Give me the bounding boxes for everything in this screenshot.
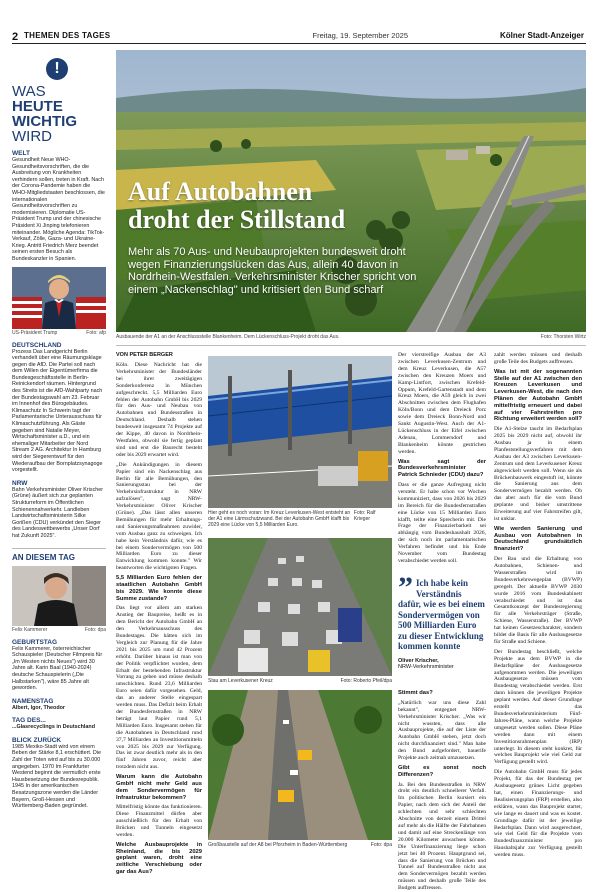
question: 5,5 Milliarden Euro fehlen der staatlichen Autobahn GmbH bis 2029. Wie konnte diese Summe zustande?: [116, 575, 202, 602]
photo-caption: [208, 842, 392, 848]
quote-role: NRW-Verkehrsminister: [398, 663, 454, 670]
main-headline: [128, 178, 345, 234]
photo-credit: Foto: dpa: [84, 626, 106, 633]
geburtstag-heading: GEBURTSTAG: [12, 638, 58, 646]
photo-construction-site: [208, 690, 392, 840]
blick-zurueck-text: 1985 Mexiko-Stadt wird von einem Beben der Stärke 8,1 erschüttert. Die Zahl der Toten wird auf bis zu 30.000 angegeben. 1970 Im Frankfurter Westend beginnt die vermutlich erste Hausbesetzung der Bundesrepublik. 1945 In der amerikanischen Besatzungszone werden die Länder Bayern, Groß-Hessen und Württemberg-Baden gegründet.: [12, 743, 101, 810]
trump-photo: [12, 267, 106, 329]
lead-text: Mehr als 70 Aus- und Neubauprojekten bundesweit droht wegen Finanzierungslücken das Aus, allein 40 davon in Nordrhein-Westfalen. Verkehrsminister Krischer spricht von einem „Nackenschlag" und kritisiert den Bund scharf: [128, 246, 417, 296]
photo-caption: [208, 678, 392, 684]
paragraph: Der Bau und die Erhaltung von Autobahnen, Schienen- und Wasserstraßen wird im Bundesverkehrswegeplan (BVWP) geregelt. Der aktuelle BVWP 2030 wurde 2016 vom Bundeskabinett verabschiedet und ist das Gesamtkonzept der Bundesregierung für alle Verkehrsträger (Straße, Schiene, Wasserstraße). Der BVWP hat keinen Gesetzescharakter, sondern bildet die Basis für alle Ausbaugesetze für Straße und Schiene.: [494, 556, 582, 645]
question: Was ist mit der sogenannten Stelle auf der A1 zwischen den Kreuzen Leverkusen und Leverkusen-West, die nach den Plänen der Autobahn GmbH mittelfristig erneuert und dabei auf vier Fahrstreifen pro Richtung erweitert werden soll?: [494, 368, 582, 423]
paragraph: Mittelfristig könnte das funktionieren. Diese Finanzmittel dürfen aber ausschließlich für den Erhalt von Brücken und Tunneln eingesetzt werden.: [116, 804, 202, 838]
caption-text: Großbaustelle auf der A8 bei Pforzheim in Baden-Württemberg: [208, 842, 348, 848]
question: Wie werden Sanierung und Ausbau von Autobahnen in Deutschland grundsätzlich finanziert?: [494, 525, 582, 553]
question: Stimmt das?: [398, 690, 433, 696]
paragraph: „Die Ankündigungen in diesem Papier sind ein Nackenschlag aus Berlin für alle Bemühungen, den Sanierungsstau bei der Verkehrsinfrastruktur in NRW aufzulösen", sagt NRW-Verkehrsminister Oliver Krischer (Grüne). „Das lässt allen unseren Bemühungen für mehr Erhaltungs- und Sanierungsmaßnahmen zuwider, vom Ausbau ganz zu schweigen. Ich habe kein Verständnis dafür, wie es bei einem Sondervermögen von 500 Milliarden Euro zu dieser Entwicklung kommen konnte." Wir beantworten die wichtigsten Fragen.: [116, 461, 202, 572]
header-rule: [12, 43, 586, 44]
paragraph: Das liegt vor allem am starken Anstieg der Baupreise, heißt es in dem Bericht der Autobahn GmbH an den Verkehrsausschuss des Bundestages. Die hätten sich im Vergleich zur Planung für die Jahre 2021 bis 2025 um rund 42 Prozent erhöht. Darüber hinaus ist man von der Politik verpflichtet worden, dem Erhalt der bestehenden Infrastruktur Vorrang zu geben und müsse deshalb umschichten. Rund 23,6 Milliarden Euro seien dafür vorgesehen. Geld, das an anderer Stelle eingespart werden muss. Das Defizit beim Erhalt der Bundesfernstraßen in NRW beträgt laut Papier rund 5,1 Milliarden Euro. Insgesamt stehen für die Autobahnen in Deutschland rund 37,7 Milliarden an Investitionsmitteln von 2025 bis 2029 zur Verfügung. Das ist zwar deutlich mehr als in den fünf Jahren zuvor, reicht aber trotzdem nicht aus.: [116, 605, 202, 771]
an-diesem-tag-heading: AN DIESEM TAG: [12, 548, 106, 562]
quote-mark-icon: ”: [398, 571, 413, 604]
paragraph: Ja. Bei den Bundesstraßen in NRW droht ein deutlich schnellerer Verfall. Im politischen Berlin kursiert ein Papier, nach dem sich der Anteil der schlechten und sehr schlechten Abschnitte von derzeit einem Drittel auf mehr als die Hälfte der Fahrbahnen und damit auf eine Streckenlänge von 20.000 Kilometer anwachsen könnte. Die Unterfinanzierung liege schon jetzt bei 40 Prozent. Hauptgrund sei, dass die Sanierung von Brücken und Tunnel auf Bundesstraßen nicht aus dem Sondervermögen bezahlt werden müssen und deshalb große Teile des Budgets auffressen.: [398, 781, 486, 892]
pull-quote: [398, 571, 486, 670]
photo-credit: Foto: Roberto Pfeil/dpa: [340, 678, 392, 684]
sidebar-column: [12, 50, 106, 862]
paragraph: Dass er die ganze Aufregung nicht versteht. Er habe schon vor Wochen kommuniziert, dass von 2026 bis 2029 im Bereich für die Bundesfernstraßen eine Lücke von 15 Milliarden Euro klafft, teilte eine Sprecherin mit. Die Frage der Finanzierbarkeit sei abhängig vom Bundeshaushalt 2026, der sich noch im parlamentarischen Verfahren befindet und bis Ende November vom Bundestag verabschiedet werden soll.: [398, 481, 486, 564]
photo-credit: Foto: afp: [86, 329, 106, 336]
welt-text: Gesundheit Neue WHO-Gesundheitsvorschriften, die die Ausbreitung von Krankheiten verhindern sollen, treten in Kraft. Nach der Corona-Pandemie haben die WHO-Mitgliedstaaten beschlossen, die internationalen Gesundheitsvorschriften zu modernisieren. Diplomatie US-Präsident Trump und der chinesische Präsident Xi Jinping telefonieren miteinander. Mögliche Agenda: TikTok-Verkauf, Zölle, Gaza- und Ukraine-Krieg. Antritt Friedrich Merz beendet seinen ersten Besuch als Bundeskanzler in Spanien.: [12, 157, 105, 262]
caption-text: Stau am Leverkusener Kreuz: [208, 678, 273, 684]
photo-caption: [12, 627, 106, 633]
photo-traffic-jam: [208, 538, 392, 676]
page-number: 2: [12, 31, 19, 43]
article-column-2: [398, 352, 486, 568]
hero-caption: [116, 334, 586, 340]
paragraph: Der Bundestag beschließt, welche Projekte aus dem BVWP in die Bedarfspläne der Ausbaugesetze aufgenommen werden. Die jeweiligen Ausbaugesetze müssen vom Bundestag verabschiedet werden. Erst dann können die jeweiligen Projekte geplant werden. Auf dieser Grundlage erstellt das Bundesverkehrsministerium Fünf-Jahres-Pläne, wann welche Projekte umgesetzt werden sollen. Diese Pläne werden dann mit einem Investitionsrahmenplan (IRP) unterlegt. In diesem steht konkret, für welches Bauprojekt wie viel Geld zur Verfügung gestellt wird.: [494, 648, 582, 766]
page-header: [0, 0, 598, 43]
sidebar-title-line: HEUTE: [12, 98, 63, 115]
question: Warum kann die Autobahn GmbH nicht mehr Geld aus dem Sondervermögen für Infrastruktur bekommen?: [116, 774, 202, 801]
photo-caption: [12, 330, 106, 336]
photo-credit: Foto: Thorsten Wirtz: [540, 334, 586, 340]
paragraph: zahlt werden müssen und deshalb große Teile des Budgets auffressen.: [494, 352, 582, 365]
nrw-heading: NRW: [12, 479, 28, 487]
sidebar-title-line: WICHTIG: [12, 113, 77, 130]
question: Was sagt der Bundesverkehrsminister Patrick Schnieder (CDU) dazu?: [398, 458, 486, 479]
sidebar-title: [12, 84, 106, 144]
paragraph: „Natürlich war uns diese Zahl bekannt", entgegnet NRW-Verkehrsminister Krischer. „Was wir nicht wussten, dass alle Ausbauprojekte, die auf der Liste der Autobahn GmbH stehen, jetzt doch nicht durchfinanziert sind." Man habe den Bund aufgefordert, bauerife Projekte auch zeitnah umzusetzen.: [398, 699, 486, 762]
blick-zurueck-heading: BLICK ZURÜCK: [12, 736, 62, 744]
welt-heading: WELT: [12, 150, 30, 157]
article-column-2-cont: [398, 690, 486, 892]
question: Gibt es sonst noch Differenzen?: [398, 764, 486, 778]
divider: [116, 345, 586, 346]
section-title: THEMEN DES TAGES: [24, 31, 111, 40]
headline-line: droht der Stillstand: [128, 205, 346, 234]
caption-text: Felix Kammerer: [12, 626, 48, 633]
paragraph: Die A1-Stelze taucht im Bedarfsplan 2025 bis 2029 nicht auf, obwohl ihr Ausbau ja in einem Planfeststellungsverfahren mit dem Ausbau der A3 zwischen Leverkusen-Zentrum und dem Leverkusener Kreuz abgewickelt werden soll. Wenn sie als Brückenbauwerk eingestuft ist, könnte die Sanierung aus dem Sondervermögen bezahlt werden. Ob das aber auch für die vom Bund geplante und bisher umstrittene Erweiterung auf vier Fahrstreifen gilt, ist unklar.: [494, 426, 582, 522]
namenstag-heading: NAMENSTAG: [12, 697, 54, 705]
photo-credit: Foto: Ralf Krieger: [353, 510, 376, 522]
question: Welche Ausbauprojekte in Rheinland, die bis 2029 geplant waren, droht eine zeitliche Verschiebung oder gar das Aus?: [116, 841, 202, 876]
exclamation-icon: !: [46, 58, 68, 80]
namenstag-text: Albert, Igor, Theodor: [12, 704, 66, 711]
article-column-3: [494, 352, 582, 862]
headline-line: Auf Autobahnen: [128, 177, 313, 206]
paragraph: Köln. Diese Nachricht hat die Verkehrsminister der Bundesländer bei ihrer zweitägigen Sonderkonferenz in München aufgeschreckt. 5,5 Milliarden Euro fehlen der Autobahn GmbH bis 2029 für den Aus- und Neubau von Autobahnen und Bundesstraßen in Deutschland. Deshalb stehen bundesweit insgesamt 74 Projekte auf der Kippe, 40 davon in Nordrhein-Westfalen, obwohl sie fertig geplant sind und erst die Baurecht besteht oder bis 2029 erwartet wird.: [116, 362, 202, 458]
kammerer-photo: [12, 566, 106, 626]
photo-noise-wall: [208, 356, 392, 508]
quote-text: Ich habe kein Verständnis dafür, wie es bei einem Sondervermögen von 500 Milliarden Euro zu dieser Entwicklung kommen konnte: [398, 578, 485, 651]
photo-caption: [208, 510, 392, 528]
newspaper-name: Kölner Stadt-Anzeiger: [499, 31, 584, 40]
deutschland-text: Prozess Das Landgericht Berlin verhandelt über eine Räumungsklage gegen die AfD. Die Partei soll nach dem Willen der Eigentümerfirma die Bundesgeschäftsstelle in Berlin-Reinickendorf räumen. Hintergrund des Streits ist die AfD-Wahlparty nach der Bundestagswahl am 23. Februar im Innenhof des Bürogebäudes. Klimaschutz In Schwerin tagt der Parlamentarische Unterausschuss für Klimaschutzführung. Als Gäste gegeben sind Natalie Meyer, Wirtschaftsminister a.D., und ein ehemaliger Mitarbeiter der Nord Stream 2 AG. Architektur In Hamburg wird der Siegerentwurf für den Wiederaufbau der Bornplatzsynagoge vorgestellt.: [12, 348, 103, 474]
article-column-1: [116, 352, 202, 876]
caption-text: US-Präsident Trump: [12, 329, 58, 336]
caption-text: Ausbauende der A1 an der Anschlussstelle Blankenheim. Dem Lückenschluss-Projekt droht das Aus.: [116, 334, 340, 340]
hero-photo: [116, 50, 586, 332]
quote-author: Oliver Krischer,: [398, 657, 439, 664]
deutschland-heading: DEUTSCHLAND: [12, 341, 62, 349]
nrw-text: Bahn Verkehrsminister Oliver Krischer (Grüne) äußert sich zur geplanten Strukturreform im Öffentlichen Schienennahverkehr. Landleben Landwirtschaftsministerin Silke Gorißen (CDU) verkündet den Sieger des Landeswettbewerbs „Unser Dorf hat Zukunft 2025".: [12, 486, 104, 539]
tag-des-heading: TAG DES...: [12, 717, 46, 725]
paragraph: Der vierstreifige Ausbau der A3 zwischen Leverkusen-Zentrum und dem Kreuz Leverkusen, die A57 zwischen den Kreuzen Moers und Kamp-Lintfort, zwischen Krefeld-Oppum, Krefeld-Gartenstadt und dem Kreuz Moers, die A59 gleich in zwei Abschnitten zwischen dem Flughafen Köln/Bonn und dem Dreieck Porz sowie dem Dreieck Bonn-Nord und Sankt Augustin-West. Auch der A1-Lückenschluss in der Eifel zwischen Adenau, Lommersdorf und Blankenheim könnte gestrichen werden.: [398, 352, 486, 455]
tag-des-text: ...Glasrecyclings in Deutschland: [12, 724, 95, 731]
caption-text: Hier geht es noch voran: Im Kreuz Leverkusen-West entsteht an der A1 eine Lärmschutzwand. Bei der Autobahn GmbH klafft bis 2029 eine Lücke von 5,5 Milliarden Euro.: [208, 510, 351, 528]
sidebar-title-line: WIRD: [12, 128, 52, 145]
sidebar-title-line: WAS: [12, 83, 46, 100]
geburtstag-text: Felix Kammerer, österreichischer Schauspieler (Deutscher Filmpreis für „Im Westen nichts Neues") wird 30 Jahre alt. Karin Baal (1940-2024) deutsche Schauspielerin („Die Halbstarken"), wäre 85 Jahre alt geworden.: [12, 645, 103, 692]
paragraph: Die Autobahn GmbH muss für jedes Projekt, für das der Bundestag per Ausbaugesetz grünes Licht gegeben hat, einen Finanzierungs- und Realisierungsplan (FRP) erstellen, also erklären, wann das Bauprojekt startet, wie lange es dauert und was es kostet. Grundlage dafür ist der jeweilige Bedarfsplan. Dann wird ausgerechnet, wie viel Geld für die Projekte vom Bundesfinanzminister pro Haushaltsjahr zur Verfügung gestellt werden muss.: [494, 769, 582, 859]
issue-date: Freitag, 19. September 2025: [312, 31, 408, 40]
photo-credit: Foto: dpa: [370, 842, 392, 848]
byline: VON PETER BERGER: [116, 352, 173, 358]
